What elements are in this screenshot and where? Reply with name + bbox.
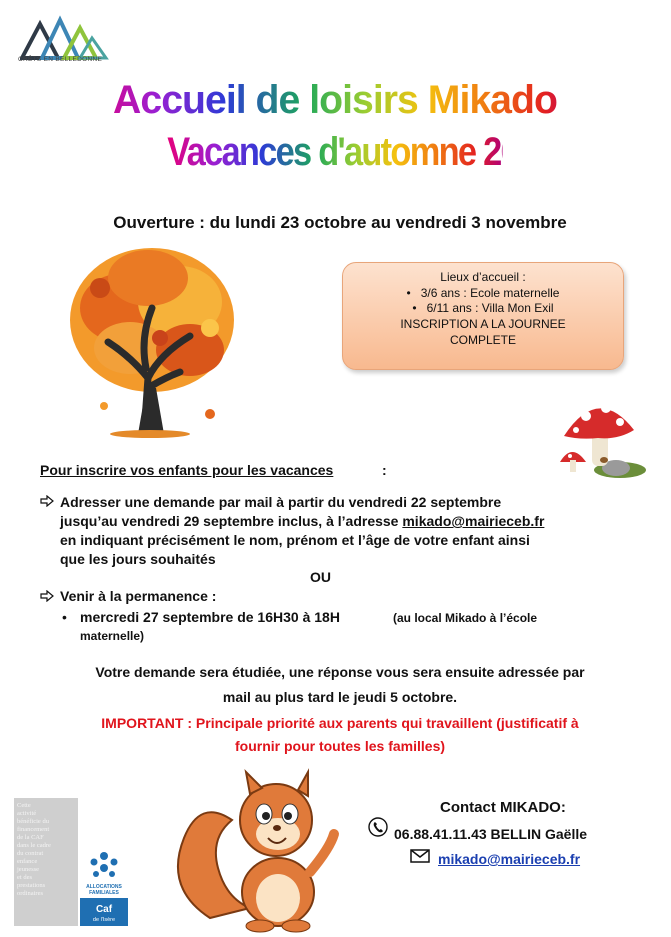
info-box-title: Lieux d’accueil : — [440, 270, 526, 284]
phone-icon — [368, 817, 388, 837]
page-subtitle: Vacances d'automne 2023 — [167, 130, 553, 174]
reception-places-list — [343, 286, 623, 315]
info-box-note: INSCRIPTION A LA JOURNEE COMPLETE — [400, 317, 566, 347]
list-item: • 6/11 ans : Villa Mon Exil — [343, 301, 623, 315]
step-permanence-label: Venir à la permanence : — [60, 588, 217, 604]
contact-email-link[interactable]: mikado@mairieceb.fr — [438, 851, 581, 867]
caf-logo — [80, 848, 128, 926]
page-title: Accueil de loisirs Mikado — [85, 78, 585, 123]
caf-logo-brand: Caf — [95, 904, 113, 915]
caf-logo-line1: ALLOCATIONS — [86, 884, 122, 890]
permanence-location-cont: maternelle) — [80, 629, 145, 643]
or-separator: OU — [310, 569, 331, 585]
bullet-icon: • — [62, 609, 67, 625]
contact-title: Contact MIKADO: — [440, 799, 566, 816]
opening-dates: Ouverture : du lundi 23 octobre au vendredi 3 novembre — [113, 213, 567, 232]
caf-funding-note: Cette activité bénéficie du financement de la CAF dans le cadre du contrat enfance jeunesse et des prestations ordinaires — [14, 798, 78, 926]
contact-phone: 06.88.41.11.43 BELLIN Gaëlle — [394, 826, 588, 842]
step-email-request: Adresser une demande par mail à partir du vendredi 22 septembre jusqu’au vendredi 29 septembre inclus, à l’adresse mikado@mairieceb.fr en indiquant précisément le nom, prénom et l’âge de votre enfant ainsi que les jours souhaités — [60, 494, 545, 567]
registration-heading-colon: : — [382, 462, 387, 478]
important-notice: IMPORTANT : Principale priorité aux parents qui travaillent (justificatif à fournir pour toutes les familles) — [101, 715, 579, 754]
caf-logo-region: de l'Isère — [92, 917, 116, 923]
permanence-date: mercredi 27 septembre de 16H30 à 18H — [80, 609, 340, 625]
list-item: • 3/6 ans : Ecole maternelle — [343, 286, 623, 300]
mushroom-illustration — [558, 390, 648, 480]
right-arrow-outline-icon — [40, 590, 54, 602]
right-arrow-outline-icon — [40, 495, 54, 507]
email-link[interactable]: mikado@mairieceb.fr — [402, 513, 545, 529]
caf-logo-line2: FAMILIALES — [89, 890, 119, 896]
logo-caption: CRÊTS EN BELLEDONNE — [18, 56, 103, 63]
squirrel-illustration — [170, 768, 350, 933]
response-notice: Votre demande sera étudiée, une réponse vous sera ensuite adressée par mail au plus tard le jeudi 5 octobre. — [95, 664, 585, 705]
permanence-location: (au local Mikado à l’école — [393, 611, 538, 625]
reception-info-box — [342, 262, 624, 370]
envelope-icon — [410, 849, 430, 863]
registration-heading: Pour inscrire vos enfants pour les vacances — [40, 462, 334, 478]
autumn-tree-illustration — [60, 238, 240, 438]
